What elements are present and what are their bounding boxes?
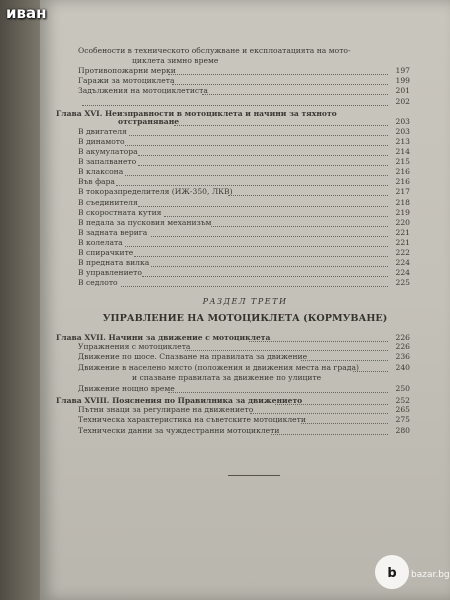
toc-entry-title: Движение нощно време xyxy=(78,383,175,393)
toc-page-number: 218 xyxy=(395,197,410,207)
toc-page-number: 226 xyxy=(395,341,410,351)
toc-leader-dots xyxy=(174,124,388,126)
toc-leader-dots xyxy=(301,359,388,361)
toc-leader-dots xyxy=(142,275,388,277)
toc-entry xyxy=(40,167,450,177)
toc-entry-title: Пътни знаци за регулиране на движението xyxy=(78,404,254,414)
toc-leader-dots xyxy=(125,245,388,247)
toc-leader-dots xyxy=(164,215,388,217)
toc-entry-title: В скоростната кутия xyxy=(78,207,162,217)
toc-entry xyxy=(40,342,450,352)
toc-page-number: 217 xyxy=(395,187,410,197)
toc-page-number: 214 xyxy=(395,147,410,156)
toc-page-number: 197 xyxy=(395,66,410,76)
toc-leader-dots xyxy=(125,144,388,146)
toc-page-number: 221 xyxy=(395,227,410,237)
bazar-logo xyxy=(372,552,450,592)
end-rule xyxy=(228,475,280,476)
toc-page-number: 213 xyxy=(395,136,410,146)
toc-page-number: 280 xyxy=(395,425,410,435)
toc-entry-title: В динамото xyxy=(78,136,125,146)
toc-entry-title: отстраняване xyxy=(118,116,180,126)
toc-page-number: 199 xyxy=(395,76,410,86)
toc-page-number: 221 xyxy=(395,237,410,247)
toc-leader-dots xyxy=(138,164,388,166)
toc-entry xyxy=(40,56,450,66)
svg-text:b: b xyxy=(387,566,397,581)
toc-entry xyxy=(40,117,450,127)
toc-page-number: 201 xyxy=(395,86,410,96)
user-watermark: иван xyxy=(6,4,47,22)
book-spine-shadow xyxy=(0,0,40,600)
toc-entry-title: В педала за пусковия механизъм xyxy=(78,217,212,227)
toc-leader-dots xyxy=(129,134,388,136)
part-label: РАЗДЕЛ ТРЕТИ xyxy=(202,297,288,306)
toc-leader-dots xyxy=(116,184,388,186)
toc-leader-dots xyxy=(353,370,388,372)
toc-entry-title: В запалването xyxy=(78,157,137,167)
toc-page-number: 219 xyxy=(395,207,410,217)
toc-leader-dots xyxy=(211,225,388,227)
toc-entry-title: Упражнения с мотоциклета xyxy=(78,341,191,351)
toc-leader-dots xyxy=(82,104,388,106)
toc-entry xyxy=(40,352,450,362)
toc-entry-title: Във фара xyxy=(78,177,115,187)
toc-leader-dots xyxy=(151,265,388,267)
toc-entry xyxy=(40,198,450,208)
toc-entry-title: Гаражи за мотоциклета xyxy=(78,76,175,86)
toc-entry-title: Противопожарни мерки xyxy=(78,66,176,76)
toc-entry-title: В колелата xyxy=(78,237,123,247)
toc-leader-dots xyxy=(202,93,388,95)
toc-page-number: 202 xyxy=(395,96,410,106)
toc-page-number: 265 xyxy=(395,404,410,414)
toc-entry xyxy=(40,278,450,288)
toc-entry-title: В токоразпределителя (ИЖ-350, ЛКВ) xyxy=(78,187,233,197)
toc-leader-dots xyxy=(271,433,388,435)
toc-entry xyxy=(40,208,450,218)
toc-entry xyxy=(40,46,450,56)
toc-entry xyxy=(40,218,450,228)
toc-page-number: 240 xyxy=(395,362,410,372)
toc-entry-title: В акумулатора xyxy=(78,147,138,156)
toc-entry-title: В клаксона xyxy=(78,167,124,177)
toc-page-number: 216 xyxy=(395,167,410,177)
toc-entry xyxy=(40,373,450,383)
toc-entry-title: Техническа характеристика на съветските мотоциклети xyxy=(78,415,306,424)
toc-leader-dots xyxy=(168,391,388,393)
toc-entry-title: Технически данни за чуждестранни мотоциклети xyxy=(78,425,280,435)
toc-page-number: 226 xyxy=(395,333,410,342)
svg-text:bazar.bg: bazar.bg xyxy=(411,570,450,580)
toc-entry xyxy=(40,97,450,107)
toc-leader-dots xyxy=(151,235,388,237)
toc-leader-dots xyxy=(172,83,388,85)
toc-entry-title: В съединителя xyxy=(78,197,138,207)
toc-leader-dots xyxy=(250,412,388,414)
toc-page-number: 252 xyxy=(395,396,410,405)
toc-entry xyxy=(40,157,450,167)
toc-entry xyxy=(40,268,450,278)
toc-entry-title: Особености в техническото обслужване и експлоатацията на мото- xyxy=(78,46,351,55)
toc-entry-title: Движение в населено място (положения и движения места на града) xyxy=(78,362,359,372)
toc-leader-dots xyxy=(121,285,388,287)
toc-page-number: 203 xyxy=(395,126,410,136)
toc-leader-dots xyxy=(168,73,388,75)
toc-page-number: 216 xyxy=(395,177,410,187)
toc-page-number: 224 xyxy=(395,268,410,278)
toc-entry-title: циклета зимно време xyxy=(132,56,219,66)
toc-entry-title: Глава XVIII. Пояснения по Правилника за движението xyxy=(56,396,303,405)
toc-page-number: 236 xyxy=(395,352,410,361)
toc-entry-title: Движение по шосе. Спазване на правилата за движение xyxy=(78,352,308,361)
toc-entry xyxy=(40,76,450,86)
toc-entry xyxy=(40,405,450,415)
toc-entry-title: Задължения на мотоциклетиста xyxy=(78,86,208,96)
toc-entry xyxy=(40,363,450,373)
toc-page-number: 215 xyxy=(395,157,410,167)
toc-entry xyxy=(40,187,450,197)
toc-entry xyxy=(40,86,450,96)
toc-page-number: 250 xyxy=(395,383,410,393)
toc-entry xyxy=(40,384,450,394)
toc-leader-dots xyxy=(134,255,388,257)
toc-page-number: 220 xyxy=(395,217,410,227)
toc-entry-title: В седлото xyxy=(78,278,118,288)
toc-leader-dots xyxy=(228,194,388,196)
toc-entry xyxy=(40,137,450,147)
toc-entry xyxy=(40,415,450,425)
toc-entry xyxy=(40,258,450,268)
toc-entry-title: и спазване правилата за движение по улиците xyxy=(132,373,322,382)
toc-page-number: 203 xyxy=(395,116,410,126)
toc-entry xyxy=(40,238,450,248)
toc-page-number: 222 xyxy=(395,248,410,257)
toc-entry xyxy=(40,147,450,157)
toc-entry-title: В управлението xyxy=(78,268,142,278)
toc-leader-dots xyxy=(301,422,388,424)
toc-entry xyxy=(40,228,450,238)
toc-page-number: 275 xyxy=(395,415,410,424)
toc-entry-title: Глава XVII. Начини за движение с мотоциклета xyxy=(56,333,271,342)
toc-entry xyxy=(40,66,450,76)
toc-leader-dots xyxy=(138,205,388,207)
toc-entry-title: В спирачките xyxy=(78,248,134,257)
toc-leader-dots xyxy=(138,154,388,156)
toc-page-number: 224 xyxy=(395,258,410,268)
toc-entry xyxy=(40,426,450,436)
toc-leader-dots xyxy=(125,174,388,176)
toc-leader-dots xyxy=(185,349,388,351)
toc-entry-title: В двигателя xyxy=(78,126,127,136)
toc-page-number: 225 xyxy=(395,278,410,288)
part-title: УПРАВЛЕНИЕ НА МОТОЦИКЛЕТА (КОРМУВАНЕ) xyxy=(102,313,388,324)
toc-entry-title: Глава XVI. Неизправности в мотоциклета и начини за тяхното xyxy=(56,108,337,118)
toc-entry xyxy=(40,127,450,137)
toc-entry xyxy=(40,177,450,187)
book-page xyxy=(40,0,450,600)
toc-entry xyxy=(40,248,450,258)
toc-entry-title: В задната верига xyxy=(78,227,148,237)
toc-entry-title: В предната вилка xyxy=(78,258,150,268)
